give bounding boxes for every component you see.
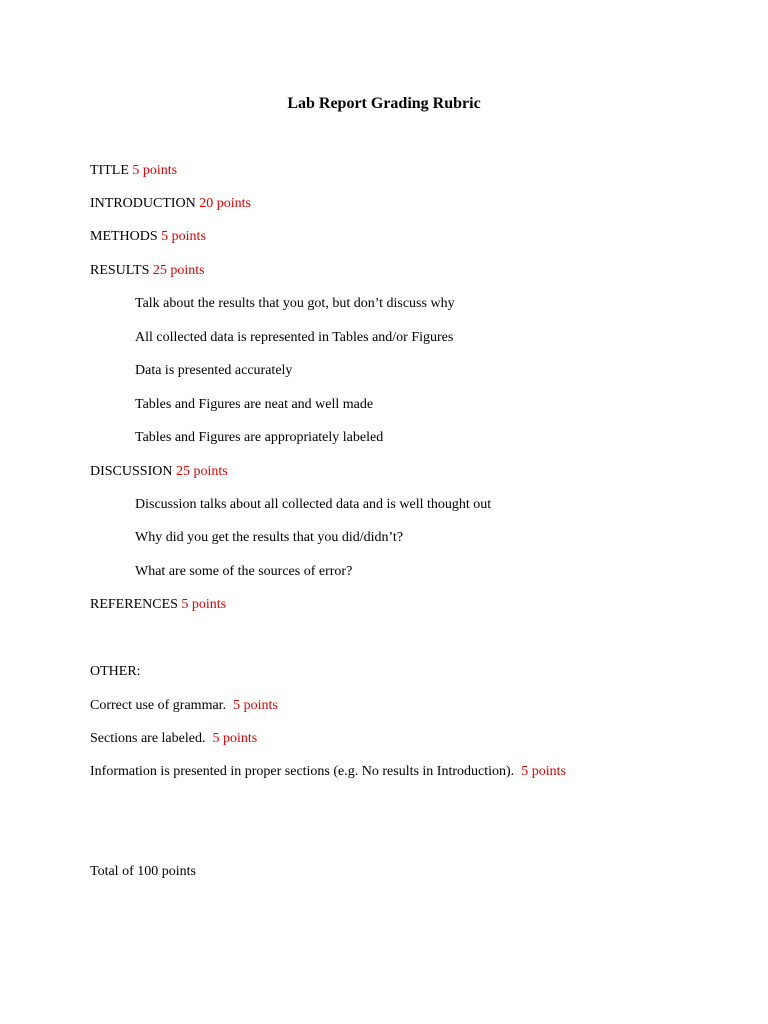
results-item: Talk about the results that you got, but don’t discuss why [135, 296, 455, 311]
section-title [90, 161, 177, 181]
section-points: 5 points [181, 597, 227, 612]
other-item [90, 762, 566, 782]
section-results [90, 261, 205, 281]
section-label: INTRODUCTION [90, 196, 196, 211]
section-points: 25 points [152, 263, 205, 278]
results-item: All collected data is represented in Tables and/or Figures [135, 330, 454, 345]
other-item-text: Sections are labeled. [90, 731, 206, 746]
total-points: Total of 100 points [90, 864, 196, 879]
discussion-item: Discussion talks about all collected data and is well thought out [135, 497, 492, 512]
section-points: 20 points [199, 196, 251, 211]
document-title: Lab Report Grading Rubric [287, 95, 481, 112]
section-references [90, 595, 226, 615]
section-discussion [90, 462, 228, 482]
section-points: 25 points [175, 464, 228, 479]
other-heading: OTHER: [90, 664, 141, 679]
section-methods [90, 227, 206, 247]
other-item [90, 729, 257, 749]
section-label: METHODS [90, 229, 158, 244]
results-item: Tables and Figures are appropriately labeled [135, 430, 384, 445]
other-item [90, 696, 278, 716]
section-introduction [90, 194, 251, 214]
other-item-points: 5 points [521, 764, 566, 779]
section-label: REFERENCES [90, 597, 178, 612]
section-points: 5 points [132, 163, 178, 178]
section-label: RESULTS [90, 263, 150, 278]
discussion-item: What are some of the sources of error? [135, 564, 353, 579]
other-item-text: Information is presented in proper sections (e.g. No results in Introduction). [90, 764, 515, 779]
results-item: Tables and Figures are neat and well made [135, 397, 374, 412]
section-points: 5 points [161, 229, 206, 244]
other-item-text: Correct use of grammar. [90, 698, 227, 713]
section-label: DISCUSSION [90, 464, 173, 479]
other-item-points: 5 points [212, 731, 258, 746]
discussion-item: Why did you get the results that you did/didn’t? [135, 530, 404, 545]
other-item-points: 5 points [233, 698, 278, 713]
section-label: TITLE [90, 163, 129, 178]
results-item: Data is presented accurately [135, 363, 293, 378]
